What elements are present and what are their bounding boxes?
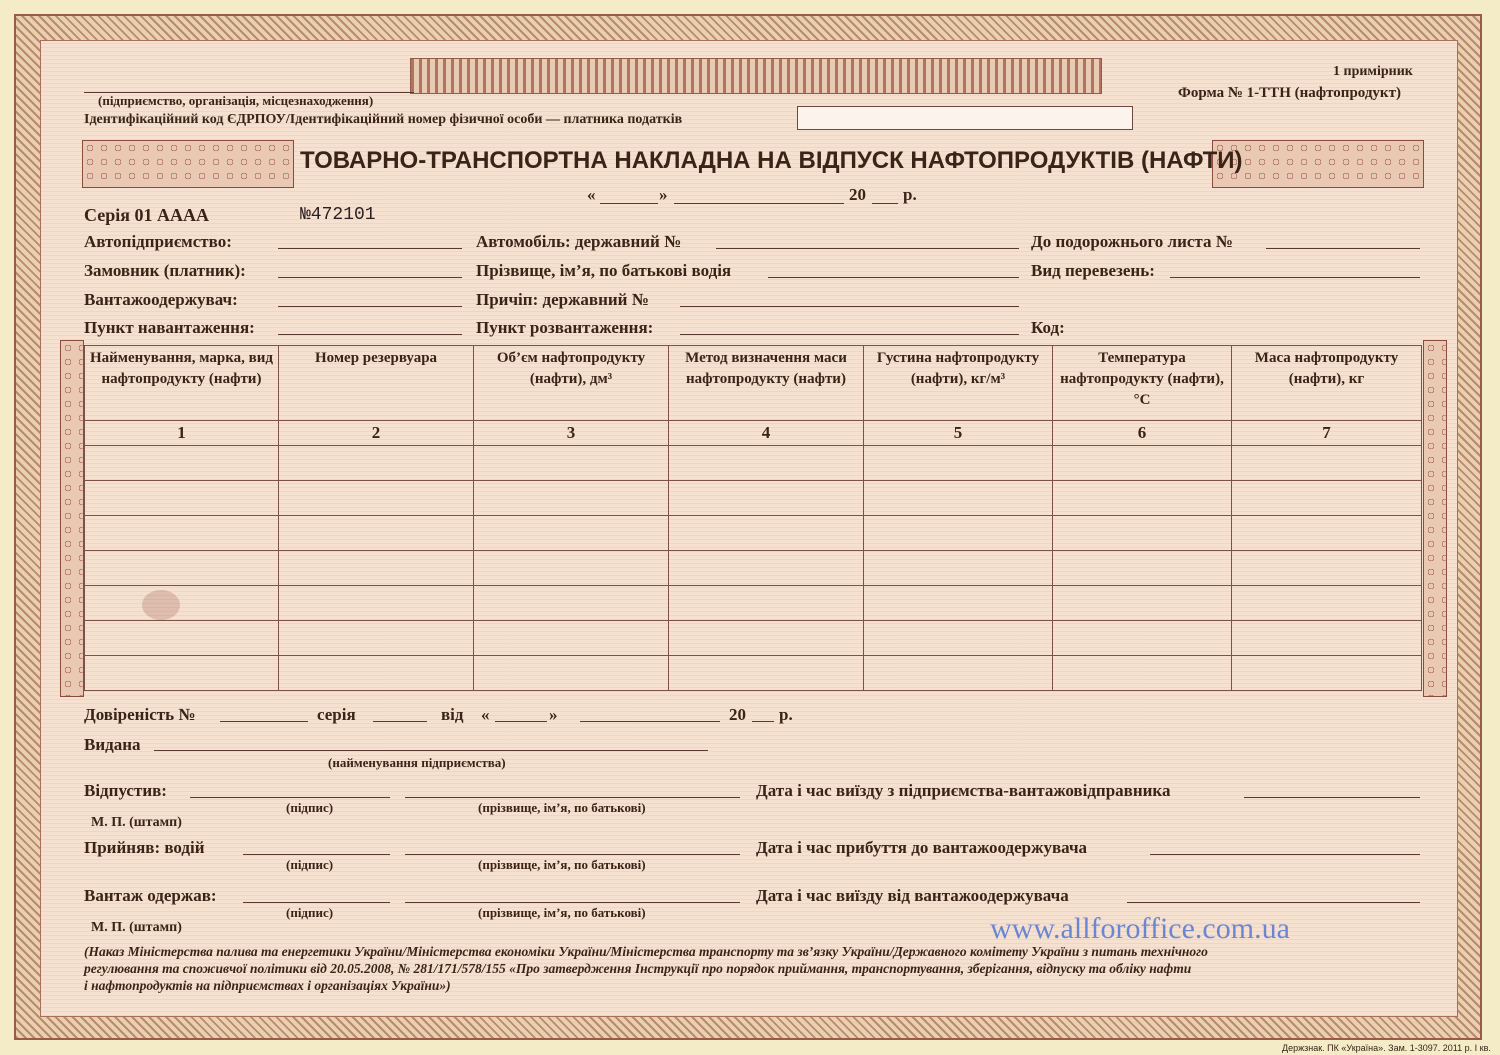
form-title: ТОВАРНО-ТРАНСПОРТНА НАКЛАДНА НА ВІДПУСК НАФТОПРОДУКТІВ (НАФТИ)	[300, 147, 1243, 174]
col-number: 7	[1232, 421, 1422, 446]
poa-series-label: серія	[317, 705, 356, 724]
poa-year-line[interactable]	[752, 721, 774, 722]
title-ornament-right	[1212, 140, 1424, 188]
ink-blot	[142, 590, 180, 620]
poa-label: Довіреність №	[84, 705, 196, 724]
table-row[interactable]	[85, 446, 1422, 481]
poa-day-line[interactable]	[495, 721, 547, 722]
col-number: 6	[1053, 421, 1232, 446]
poa-open-quote: «	[481, 705, 490, 724]
loading-point-label: Пункт навантаження:	[84, 318, 255, 337]
copy-label: 1 примірник	[1333, 64, 1413, 79]
accepted-driver-label: Прийняв: водій	[84, 838, 205, 857]
accepted-signature-caption: (підпис)	[286, 857, 334, 872]
released-stamp: М. П. (штамп)	[91, 815, 182, 830]
table-row[interactable]	[85, 656, 1422, 691]
poa-series-line[interactable]	[373, 721, 427, 722]
unloading-point-line[interactable]	[680, 334, 1019, 335]
trailer-label: Причіп: державний №	[476, 290, 649, 309]
col-header-name: Найменування, марка, вид нафтопродукту (нафти)	[85, 346, 279, 421]
code-label: Код:	[1031, 318, 1065, 337]
released-signature-line[interactable]	[190, 797, 390, 798]
table-row[interactable]	[85, 621, 1422, 656]
poa-month-line[interactable]	[580, 721, 720, 722]
edrpou-input-box[interactable]	[797, 106, 1133, 130]
table-number-row	[85, 421, 1422, 446]
date-open-quote: «	[587, 185, 596, 204]
cargo-received-label: Вантаж одержав:	[84, 886, 217, 905]
watermark-text: www.allforoffice.com.ua	[990, 912, 1290, 945]
issued-label: Видана	[84, 735, 141, 754]
cargo-name-line[interactable]	[405, 902, 740, 903]
transport-type-line[interactable]	[1170, 277, 1420, 278]
released-label: Відпустив:	[84, 781, 167, 800]
date-day-line[interactable]	[600, 203, 658, 204]
customer-line[interactable]	[278, 277, 462, 278]
arrival-consignee-line[interactable]	[1150, 854, 1420, 855]
driver-label: Прізвище, ім’я, по батькові водія	[476, 261, 732, 280]
poa-from-label: від	[441, 705, 464, 724]
departure-shipper-label: Дата і час виїзду з підприємства-вантажовідправника	[756, 781, 1171, 800]
col-header-mass: Маса нафтопродукту (нафти), кг	[1232, 346, 1422, 421]
cargo-signature-line[interactable]	[243, 902, 390, 903]
table-row[interactable]	[85, 516, 1422, 551]
enterprise-caption: (найменування підприємства)	[328, 755, 506, 770]
table-header-row	[85, 346, 1422, 421]
loading-point-line[interactable]	[278, 334, 462, 335]
order-line-2: регулювання та споживчої політики від 20.05.2008, № 281/171/578/155 «Про затвердження Інструкції про порядок приймання, транспортування, зберігання, відпуску та обліку нафти	[84, 961, 1192, 976]
cargo-stamp: М. П. (штамп)	[91, 920, 182, 935]
departure-consignee-label: Дата і час виїзду від вантажоодержувача	[756, 886, 1069, 905]
printer-imprint: Держзнак. ПК «Україна». Зам. 1-3097. 2011 р. I кв.	[1282, 1043, 1491, 1053]
date-suffix: р.	[903, 185, 917, 204]
autoenterprise-line[interactable]	[278, 248, 462, 249]
date-year: 20	[849, 185, 866, 204]
org-caption: (підприємство, організація, місцезнаходження)	[98, 93, 374, 108]
col-number: 3	[474, 421, 669, 446]
col-header-temperature: Температура нафтопродукту (нафти), °С	[1053, 346, 1232, 421]
issued-line[interactable]	[154, 750, 708, 751]
waybill-label: До подорожнього листа №	[1031, 232, 1233, 251]
cargo-signature-caption: (підпис)	[286, 905, 334, 920]
consignee-label: Вантажоодержувач:	[84, 290, 238, 309]
accepted-name-caption: (прізвище, ім’я, по батькові)	[478, 857, 646, 872]
products-table	[84, 345, 1422, 691]
autoenterprise-label: Автопідприємство:	[84, 232, 232, 251]
poa-number-line[interactable]	[220, 721, 308, 722]
released-name-caption: (прізвище, ім’я, по батькові)	[478, 800, 646, 815]
trailer-line[interactable]	[680, 306, 1019, 307]
customer-label: Замовник (платник):	[84, 261, 246, 280]
released-signature-caption: (підпис)	[286, 800, 334, 815]
table-row[interactable]	[85, 586, 1422, 621]
car-line[interactable]	[716, 248, 1019, 249]
form-label: Форма № 1-ТТН (нафтопродукт)	[1178, 85, 1401, 101]
series-label: Серія 01 АААА	[84, 205, 209, 225]
date-close-quote: »	[659, 185, 668, 204]
col-number: 4	[669, 421, 864, 446]
waybill-line[interactable]	[1266, 248, 1420, 249]
col-header-method: Метод визначення маси нафтопродукту (нафти)	[669, 346, 864, 421]
col-header-volume: Об’єм нафтопродукту (нафти), дм³	[474, 346, 669, 421]
col-header-tank: Номер резервуара	[279, 346, 474, 421]
table-row[interactable]	[85, 551, 1422, 586]
title-ornament-left	[82, 140, 294, 188]
col-number: 2	[279, 421, 474, 446]
unloading-point-label: Пункт розвантаження:	[476, 318, 654, 337]
order-line-3: і нафтопродуктів на підприємствах і організаціях України»)	[84, 978, 451, 993]
order-line-1: (Наказ Міністерства палива та енергетики України/Міністерства економіки України/Міністерства транспорту та зв’язку України/Державного комітету України з питань технічного	[84, 944, 1208, 959]
accepted-name-line[interactable]	[405, 854, 740, 855]
arrival-consignee-label: Дата і час прибуття до вантажоодержувача	[756, 838, 1088, 857]
transport-type-label: Вид перевезень:	[1031, 261, 1155, 280]
driver-line[interactable]	[768, 277, 1019, 278]
col-number: 1	[85, 421, 279, 446]
poa-year: 20	[729, 705, 746, 724]
edrpou-label: Ідентифікаційний код ЄДРПОУ/Ідентифікаційний номер фізичної особи — платника податків	[84, 112, 683, 127]
accepted-signature-line[interactable]	[243, 854, 390, 855]
top-ornament	[410, 58, 1102, 94]
released-name-line[interactable]	[405, 797, 740, 798]
col-header-density: Густина нафтопродукту (нафти), кг/м³	[864, 346, 1053, 421]
poa-close-quote: »	[549, 705, 558, 724]
departure-consignee-line[interactable]	[1127, 902, 1420, 903]
col-number: 5	[864, 421, 1053, 446]
table-row[interactable]	[85, 481, 1422, 516]
date-year-line[interactable]	[872, 203, 898, 204]
poa-year-suffix: р.	[779, 705, 793, 724]
cargo-name-caption: (прізвище, ім’я, по батькові)	[478, 905, 646, 920]
departure-shipper-line[interactable]	[1244, 797, 1420, 798]
consignee-line[interactable]	[278, 306, 462, 307]
car-label: Автомобіль: державний №	[476, 232, 682, 251]
date-month-line[interactable]	[674, 203, 844, 204]
table-ornament-right	[1423, 340, 1447, 697]
table-ornament-left	[60, 340, 84, 697]
series-number: №472101	[300, 205, 376, 225]
